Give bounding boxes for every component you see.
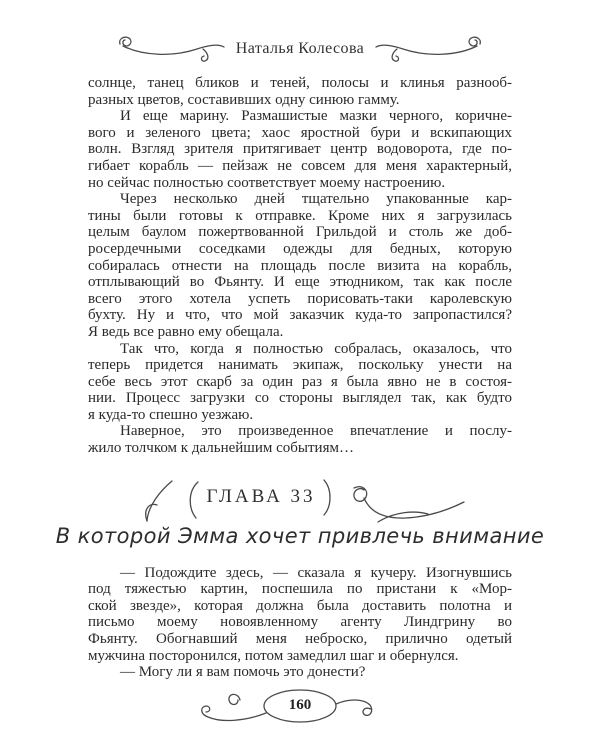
text-line: — Подождите здесь, — сказала я кучеру. Изогнувшись [120,564,512,581]
text-line: под тяжестью картин, поспешила по пристани к «Мор- [88,581,512,598]
chapter-heading [0,478,600,528]
body-section-1 [88,75,512,457]
chapter-flourish-left-icon [132,478,204,524]
text-line: бухту. Ну и что, что мой заказчик куда-то запропастился? [88,307,512,324]
text-line: жило толчком к дальнейшим событиям… [88,440,354,457]
text-line: собиралась отнести на площадь после визита на корабль, [88,257,512,274]
text-line: Фьянту. Обогнавший меня неброско, прилично одетый [88,631,512,648]
text-line: целым баулом пожертвованной Грильдой и столь же доб- [88,224,512,241]
text-line: письмо моему новоявленному агенту Линдгрину во [88,614,512,631]
text-line: Так что, когда я полностью собралась, оказалось, что [120,340,512,357]
header-flourish-right-icon [373,34,485,64]
text-line: всего этого хотела успеть порисовать-таки каролевскую [88,290,512,307]
chapter-subtitle: В которой Эмма хочет привлечь внимание [55,523,545,548]
chapter-title: ГЛАВА 33 [206,485,316,507]
page-header [0,0,600,64]
text-line: росердечными соседками одежды для бедных, которую [88,240,512,257]
text-line: — Могу ли я вам помочь это донести? [120,664,366,681]
text-line: вого и зеленого цвета; хаос яростной бури и вскипающих [88,124,512,141]
text-line: Наверное, это произведенное впечатление и послу- [120,423,512,440]
text-line: нии. Процесс загрузки со стороны выглядел так, как будто [88,390,512,407]
body-section-2 [88,565,512,681]
text-line: разных цветов, составивших одну синюю гамму. [88,91,400,108]
text-line: Через несколько дней тщательно упакованные кар- [120,191,512,208]
text-line: И еще марину. Размашистые мазки черного, коричне- [120,108,512,125]
text-line: волн. Взгляд зрителя притягивает центр водоворота, где по- [88,141,512,158]
text-line: мужчина посторонился, потом замедлил шаг и обернулся. [88,647,459,664]
text-line: гибает корабль — пейзаж не совсем для меня характерный, [88,157,512,174]
text-line: Я ведь все равно ему обещала. [88,323,284,340]
chapter-flourish-right-icon [318,478,468,528]
text-line: теперь придется нанимать экипаж, поскольку унести на [88,357,512,374]
page-footer [184,687,416,729]
header-flourish-left-icon [115,34,227,64]
author-name: Наталья Колесова [235,40,365,57]
text-line: отплывающий во Фьянту. И еще этюдником, так как после [88,274,512,291]
text-line: тины были готовы к отправке. Кроме них я загрузилась [88,207,512,224]
text-line: себе весь этот скарб за один раз я была явно не в состоя- [88,373,512,390]
text-line: солнце, танец бликов и теней, полосы и клинья разнооб- [88,75,512,91]
text-line: я куда-то спешно уезжаю. [88,406,254,423]
text-line: ской звезде», которая должна была доставить полотна и [88,597,512,614]
page-number: 160 [288,697,312,714]
text-line: но сейчас полностью соответствует моему настроению. [88,174,446,191]
